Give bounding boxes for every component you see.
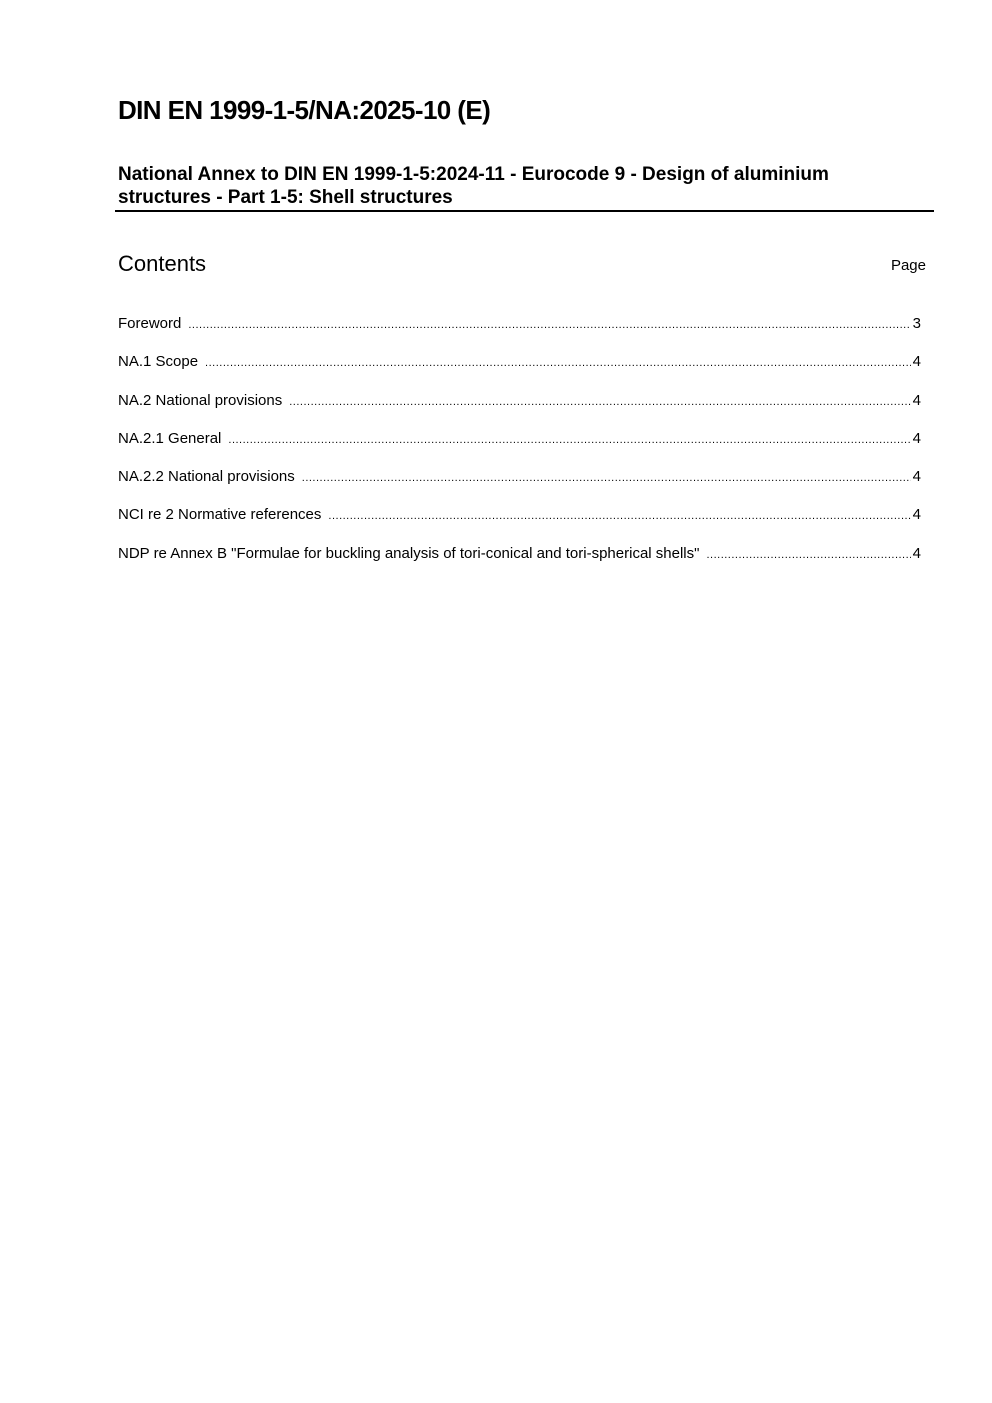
toc-entry-page: 3 xyxy=(912,315,921,332)
toc-entry-page: 4 xyxy=(912,544,921,562)
toc-dot-leader xyxy=(706,546,910,564)
toc-entry-page: 4 xyxy=(912,391,921,409)
toc-dot-leader xyxy=(188,316,910,334)
toc-entry-title: NA.2.2 National provisions xyxy=(118,468,295,486)
toc-dot-leader xyxy=(228,431,910,449)
toc-entry-title: NA.1 Scope xyxy=(118,353,199,371)
toc-entry-national-provisions-sub[interactable] xyxy=(118,468,921,506)
toc-entry-title: NDP re Annex B "Formulae for buckling analysis of tori-conical and tori-spherical shells" xyxy=(118,544,700,562)
toc-dot-leader xyxy=(205,354,911,372)
toc-entry-page: 4 xyxy=(912,468,921,486)
toc-entry-title: NA.2.1 General xyxy=(118,429,222,447)
toc-entry-page: 4 xyxy=(912,429,921,447)
document-subtitle: National Annex to DIN EN 1999-1-5:2024-11 - Eurocode 9 - Design of aluminium structures - Part 1-5: Shell structures xyxy=(118,164,829,208)
contents-heading: Contents xyxy=(118,251,207,276)
title-divider xyxy=(115,210,934,212)
toc-dot-leader xyxy=(289,393,910,411)
toc-entry-scope[interactable] xyxy=(118,353,921,391)
toc-entry-foreword[interactable] xyxy=(118,315,921,353)
toc-entry-title: NA.2 National provisions xyxy=(118,391,283,409)
toc-entry-annex-b[interactable] xyxy=(118,545,921,583)
toc-entry-normative-references[interactable] xyxy=(118,506,921,544)
document-title: DIN EN 1999-1-5/NA:2025-10 (E) xyxy=(118,95,491,125)
table-of-contents xyxy=(118,315,921,583)
toc-dot-leader xyxy=(328,507,910,525)
toc-entry-national-provisions[interactable] xyxy=(118,392,921,430)
toc-entry-title: NCI re 2 Normative references xyxy=(118,506,322,524)
toc-entry-page: 4 xyxy=(912,353,921,371)
toc-entry-page: 4 xyxy=(912,506,921,524)
toc-entry-general[interactable] xyxy=(118,430,921,468)
page-column-label: Page xyxy=(890,257,926,274)
toc-dot-leader xyxy=(302,469,911,487)
toc-entry-title: Foreword xyxy=(118,315,182,332)
